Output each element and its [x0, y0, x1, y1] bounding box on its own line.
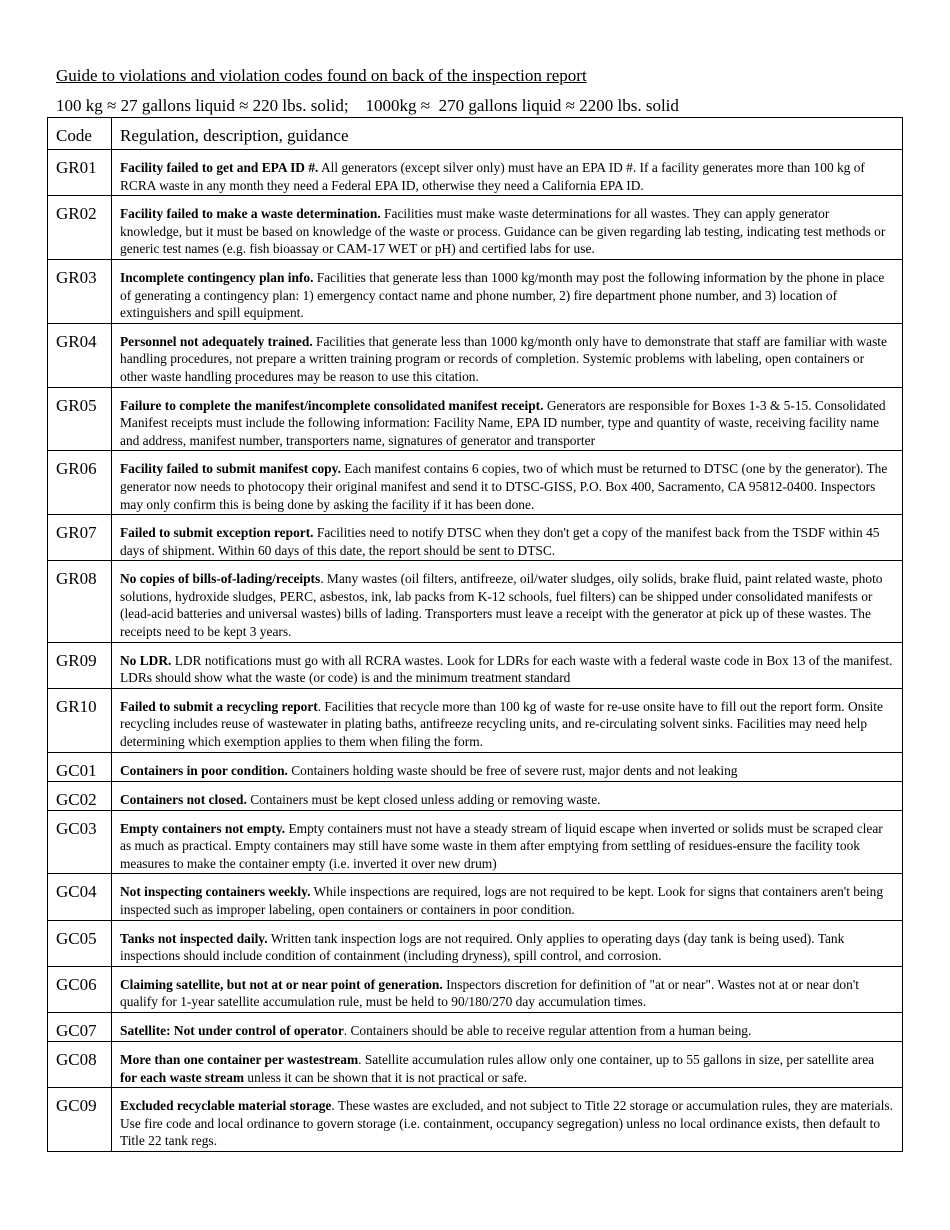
- violation-code: GC03: [48, 810, 112, 874]
- violation-code: GR10: [48, 688, 112, 752]
- violation-code: GR03: [48, 259, 112, 323]
- violation-heading: Empty containers not empty.: [120, 820, 286, 836]
- violation-guidance: . Facilities that recycle more than 100 kg of waste for re-use onsite have to fill out the report form. Onsite recycling includes reuse of wastewater in plating baths, antifreeze recycling units, and re-circulating solvent sinks. Facilities may need help determining which exemption applies to them when filing the form.: [120, 698, 883, 750]
- violation-guidance: Empty containers must not have a steady stream of liquid escape when inverted or solids must be scraped clear as much as practical. Empty containers may still have some waste in them after emptying from settling of residues-ensure the facility took measures to make the container empty (i.e. inverted it over new drum): [120, 820, 883, 871]
- violation-code: GR04: [48, 323, 112, 387]
- table-row: [48, 781, 903, 810]
- violation-guidance: Facilities must make waste determinations for all wastes. They can apply generator knowledge, but it must be based on knowledge of the waste or process. Guidance can be given regarding lab testing, indicating test methods or generic test names (e.g. fish bioassay or CAM-17 WET or pH) and certified labs for use.: [120, 206, 886, 257]
- violation-heading: Tanks not inspected daily.: [120, 930, 268, 946]
- violation-description: [112, 561, 903, 642]
- violation-guidance: Facilities that generate less than 1000 kg/month only have to demonstrate that staff are familiar with waste handling procedures, not prepare a written training program or records of completion. Systemic problems with labeling, open containers or other waste handling procedures may be reason to use this citation.: [120, 333, 887, 384]
- violation-description: [112, 781, 903, 810]
- violation-guidance: While inspections are required, logs are not required to be kept. Look for signs that containers aren't being inspected such as improper labeling, open containers or containers in poor condition.: [120, 884, 884, 917]
- violation-code: GC07: [48, 1012, 112, 1041]
- violation-code: GC04: [48, 874, 112, 920]
- violation-description: [112, 387, 903, 451]
- violation-description: [112, 196, 903, 260]
- table-row: [48, 196, 903, 260]
- violation-guidance: Containers must be kept closed unless adding or removing waste.: [246, 791, 601, 807]
- violation-description: [112, 920, 903, 966]
- violation-heading: Excluded recyclable material storage: [120, 1098, 332, 1114]
- violation-guidance: . Containers should be able to receive regular attention from a human being.: [343, 1022, 752, 1038]
- violation-code: GC02: [48, 781, 112, 810]
- table-row: [48, 1088, 903, 1152]
- violation-heading: Satellite: Not under control of operator: [120, 1022, 344, 1038]
- violation-heading: Incomplete contingency plan info.: [120, 269, 314, 285]
- violation-code: GR01: [48, 150, 112, 196]
- table-row: [48, 810, 903, 874]
- table-row: [48, 874, 903, 920]
- table-row: [48, 561, 903, 642]
- violation-guidance: . Satellite accumulation rules allow only one container, up to 55 gallons in size, per satellite area: [358, 1051, 875, 1067]
- violation-heading: More than one container per wastestream: [120, 1051, 359, 1067]
- violation-description: [112, 323, 903, 387]
- violation-guidance: LDR notifications must go with all RCRA wastes. Look for LDRs for each waste with a federal waste code in Box 13 of the manifest. LDRs should show what the waste (or code) is and the minimum treatment standard: [120, 652, 893, 686]
- violation-heading: Facility failed to get and EPA ID #.: [120, 160, 319, 175]
- table-row: [48, 1012, 903, 1041]
- violation-description: [112, 515, 903, 561]
- violation-heading: Failed to submit a recycling report: [120, 698, 318, 714]
- violation-guidance: Generators are responsible for Boxes 1-3 & 5-15. Consolidated Manifest receipts must include the following information: Facility Name, EPA ID number, type and quantity of waste, receiving facility name and address, manifest number, transporters name, signatures of generator and transporter: [120, 397, 886, 448]
- violation-description: [112, 1041, 903, 1087]
- conversion-line: 100 kg ≈ 27 gallons liquid ≈ 220 lbs. solid; 1000kg ≈ 270 gallons liquid ≈ 2200 lbs. solid: [56, 96, 679, 115]
- table-row: [48, 451, 903, 515]
- violation-description: [112, 966, 903, 1012]
- violation-heading: Not inspecting containers weekly.: [120, 884, 311, 900]
- violation-guidance: All generators (except silver only) must have an EPA ID #. If a facility generates more than 100 kg of RCRA waste in any month they need a Federal EPA ID, otherwise they need a California EPA ID.: [120, 160, 865, 193]
- violation-code: GC05: [48, 920, 112, 966]
- violation-heading: Containers not closed.: [120, 791, 247, 807]
- violation-description: [112, 642, 903, 688]
- table-row: [48, 515, 903, 561]
- violation-guidance: . Many wastes (oil filters, antifreeze, oil/water sludges, oily solids, brake fluid, paint related waste, photo solutions, hydroxide sludges, PERC, asbestos, ink, lab packs from K-12 schools, fuel filters) can be shipped under consolidated manifests or (lead-acid batteries and universal wastes) bills of lading. Transporters must leave a receipt with the generator at pick up of these wastes. The receipts need to be kept 3 years.: [120, 571, 883, 640]
- description-column-header: Regulation, description, guidance: [112, 118, 903, 150]
- violation-description: [112, 688, 903, 752]
- violation-code: GR09: [48, 642, 112, 688]
- violation-description: [112, 150, 903, 196]
- violation-code: GC01: [48, 752, 112, 781]
- violation-emphasis: for each waste stream: [120, 1069, 245, 1085]
- violation-description: [112, 810, 903, 874]
- table-row: [48, 259, 903, 323]
- violation-guidance: Each manifest contains 6 copies, two of which must be returned to DTSC (one by the generator). The generator now needs to photocopy their original manifest and send it to DTSC-GISS, P.O. Box 400, Sacramento, CA 95812-0400. Inspectors may only confirm this is being done by asking the facility if it has been done.: [120, 461, 888, 512]
- violation-code: GR08: [48, 561, 112, 642]
- page-title: Guide to violations and violation codes found on back of the inspection report: [56, 66, 587, 85]
- table-header-row: [48, 118, 903, 150]
- violation-description: [112, 1012, 903, 1041]
- violation-heading: Facility failed to submit manifest copy.: [120, 461, 341, 477]
- violation-guidance: Written tank inspection logs are not required. Only applies to operating days (day tank is being used). Tank inspections should include condition of containment (including dryness), spill control, and corrosion.: [120, 930, 845, 964]
- violation-code: GC09: [48, 1088, 112, 1152]
- table-row: [48, 150, 903, 196]
- violation-description: [112, 451, 903, 515]
- table-row: [48, 642, 903, 688]
- violations-table: [47, 117, 903, 1152]
- violation-guidance: Facilities need to notify DTSC when they don't get a copy of the manifest back from the TSDF within 45 days of shipment. Within 60 days of this date, the report should be sent to DTSC.: [120, 525, 880, 558]
- table-row: [48, 1041, 903, 1087]
- violation-code: GR06: [48, 451, 112, 515]
- violation-heading: No LDR.: [120, 652, 172, 668]
- table-row: [48, 752, 903, 781]
- violation-heading: Claiming satellite, but not at or near point of generation.: [120, 976, 443, 992]
- table-row: [48, 323, 903, 387]
- table-row: [48, 688, 903, 752]
- violation-guidance: . These wastes are excluded, and not subject to Title 22 storage or accumulation rules, they are materials. Use fire code and local ordinance to govern storage (i.e. containment, occupancy segregation) unless no local ordinance exists, then default to Title 22 tank regs.: [120, 1098, 893, 1149]
- violation-guidance: Containers holding waste should be free of severe rust, major dents and not leaking: [287, 762, 738, 778]
- violation-heading: No copies of bills-of-lading/receipts: [120, 571, 321, 587]
- violation-description: [112, 874, 903, 920]
- violation-description: [112, 259, 903, 323]
- violation-code: GC08: [48, 1041, 112, 1087]
- table-row: [48, 966, 903, 1012]
- violation-heading: Personnel not adequately trained.: [120, 333, 313, 349]
- violation-guidance: Inspectors discretion for definition of "at or near". Wastes not at or near don't qualify for 1-year satellite accumulation rule, must be held to 90/180/270 day accumulation times.: [120, 976, 859, 1010]
- violation-code: GR02: [48, 196, 112, 260]
- table-row: [48, 387, 903, 451]
- violation-heading: Failed to submit exception report.: [120, 525, 314, 541]
- code-column-header: Code: [48, 118, 112, 150]
- violation-heading: Containers in poor condition.: [120, 762, 288, 778]
- violation-code: GR05: [48, 387, 112, 451]
- violation-description: [112, 752, 903, 781]
- violation-description: [112, 1088, 903, 1152]
- table-row: [48, 920, 903, 966]
- violation-heading: Facility failed to make a waste determination.: [120, 206, 381, 222]
- violation-guidance: Facilities that generate less than 1000 kg/month may post the following information by the phone in place of generating a contingency plan: 1) emergency contact name and phone number, 2) fire department phone number, and 3) location of extinguishers and spill equipment.: [120, 269, 885, 321]
- violation-guidance-continued: unless it can be shown that it is not practical or safe.: [244, 1069, 528, 1085]
- violation-code: GC06: [48, 966, 112, 1012]
- violation-code: GR07: [48, 515, 112, 561]
- violation-heading: Failure to complete the manifest/incomplete consolidated manifest receipt.: [120, 397, 544, 413]
